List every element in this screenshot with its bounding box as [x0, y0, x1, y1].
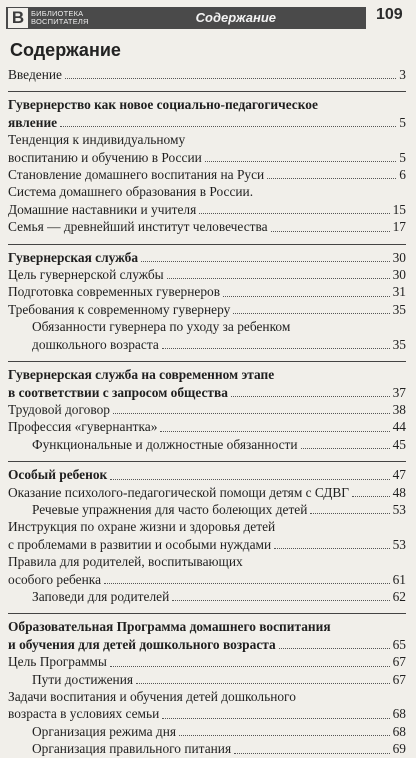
logo-line-1: БИБЛИОТЕКА — [31, 9, 84, 18]
toc-page-number: 5 — [399, 149, 406, 165]
toc-entry-text: Подготовка современных гувернеров — [8, 284, 221, 300]
toc-entry-text: Становление домашнего воспитания на Руси — [8, 167, 265, 183]
dot-leader — [162, 717, 389, 719]
series-logo — [6, 7, 89, 29]
toc-page-number: 65 — [392, 636, 406, 652]
toc-page-number: 35 — [392, 336, 406, 352]
dot-leader — [279, 647, 390, 649]
toc-entry-line — [32, 723, 406, 740]
toc-entry-line — [8, 301, 406, 318]
section-divider — [8, 461, 406, 462]
toc-entry-line — [8, 653, 406, 670]
dot-leader — [179, 734, 390, 736]
toc-entry-text: особого ребенка — [8, 571, 102, 587]
logo-line-2: ВОСПИТАТЕЛЯ — [31, 17, 89, 26]
toc-entry-text: в соответствии с запросом общества — [8, 384, 228, 400]
toc-entry-text: возраста в условиях семьи — [8, 706, 160, 722]
toc-entry-text: Инструкция по охране жизни и здоровья детей — [8, 519, 276, 535]
dot-leader — [274, 547, 389, 549]
toc-entry[interactable] — [8, 671, 406, 688]
toc-page-number: 61 — [392, 571, 406, 587]
toc-page-number: 68 — [392, 723, 406, 739]
toc-entry[interactable] — [8, 588, 406, 605]
logo-text — [31, 10, 89, 26]
toc-entry-text: Организация правильного питания — [32, 741, 232, 757]
dot-leader — [172, 599, 389, 601]
toc-entry-line — [8, 536, 406, 553]
toc-entry-text: Гувернерская служба — [8, 249, 139, 265]
toc-entry-line — [8, 266, 406, 283]
toc-section-heading[interactable] — [8, 618, 406, 653]
toc-section-heading[interactable] — [8, 466, 406, 483]
dot-leader — [162, 347, 390, 349]
section-divider — [8, 244, 406, 245]
toc-entry-text: с проблемами в развитии и особыми нуждами — [8, 536, 272, 552]
toc-page-number: 62 — [392, 588, 406, 604]
toc-page-number: 35 — [392, 301, 406, 317]
toc-entry-text: Речевые упражнения для часто болеющих детей — [32, 501, 308, 517]
running-title: Содержание — [195, 10, 276, 25]
dot-leader — [60, 125, 396, 127]
toc-entry[interactable] — [8, 484, 406, 501]
toc-entry-text: Задачи воспитания и обучения детей дошкольного — [8, 689, 296, 704]
dot-leader — [104, 582, 390, 584]
toc-entry-line — [8, 249, 406, 266]
toc-entry-text: и обучения для детей дошкольного возраста — [8, 636, 276, 652]
toc-entry[interactable] — [8, 740, 406, 757]
toc-entry-line — [32, 671, 406, 688]
dot-leader — [167, 277, 390, 279]
dot-leader — [110, 478, 389, 480]
toc-entry-text: Трудовой договор — [8, 401, 110, 417]
dot-leader — [234, 752, 389, 754]
toc-entry-line — [32, 501, 406, 518]
toc-entry[interactable] — [8, 653, 406, 670]
toc-page-number: 53 — [392, 536, 406, 552]
dot-leader — [233, 312, 389, 314]
toc-page-number: 53 — [392, 501, 406, 517]
dot-leader — [267, 177, 396, 179]
table-of-contents — [8, 66, 406, 758]
section-divider — [8, 91, 406, 92]
toc-entry-text: Функциональные и должностные обязанности — [32, 436, 298, 452]
section-divider — [8, 361, 406, 362]
section-gap — [8, 605, 406, 609]
toc-entry[interactable] — [8, 418, 406, 435]
toc-entry[interactable] — [8, 553, 406, 588]
toc-entry-text: Домашние наставники и учителя — [8, 201, 197, 217]
toc-entry[interactable] — [8, 301, 406, 318]
toc-entry[interactable] — [8, 436, 406, 453]
toc-entry[interactable] — [8, 266, 406, 283]
toc-entry-line — [32, 588, 406, 605]
toc-page-number: 38 — [392, 401, 406, 417]
toc-entry-text: Профессия «гувернантка» — [8, 419, 158, 435]
dot-leader — [65, 77, 396, 79]
dot-leader — [160, 430, 389, 432]
toc-entry-line — [32, 336, 406, 353]
toc-entry-text: Цель Программы — [8, 654, 107, 670]
toc-entry-text: Пути достижения — [32, 671, 134, 687]
toc-page-number: 48 — [392, 484, 406, 500]
toc-entry-line — [8, 401, 406, 418]
toc-entry-text: Система домашнего образования в России. — [8, 184, 254, 200]
toc-entry-text: Цель гувернерской службы — [8, 267, 164, 283]
toc-page-number: 6 — [399, 167, 406, 183]
dot-leader — [223, 295, 390, 297]
toc-entry-line — [8, 484, 406, 501]
toc-page-number: 45 — [392, 436, 406, 452]
toc-page-number: 3 — [399, 67, 406, 82]
toc-section-heading[interactable] — [8, 366, 406, 401]
toc-page-number: 30 — [392, 249, 406, 265]
section-gap — [8, 83, 406, 87]
toc-entry[interactable] — [8, 183, 406, 218]
toc-entry-text: явление — [8, 114, 58, 130]
toc-entry-text: Правила для родителей, воспитывающих — [8, 554, 243, 570]
dot-leader — [231, 395, 390, 397]
toc-entry[interactable] — [8, 66, 406, 83]
toc-page-number: 67 — [392, 671, 406, 687]
section-gap — [8, 453, 406, 457]
dot-leader — [136, 682, 390, 684]
toc-entry[interactable] — [8, 131, 406, 166]
dot-leader — [310, 512, 389, 514]
toc-entry-text: воспитанию и обучению в России — [8, 149, 202, 165]
toc-entry-text: Особый ребенок — [8, 467, 108, 483]
dot-leader — [113, 412, 390, 414]
toc-entry-line — [8, 466, 406, 483]
toc-entry[interactable] — [8, 723, 406, 740]
toc-page-number: 68 — [392, 706, 406, 722]
toc-entry[interactable] — [8, 688, 406, 723]
toc-entry-line — [8, 283, 406, 300]
page-number: 109 — [376, 6, 403, 23]
toc-entry-line — [8, 201, 406, 218]
toc-entry-text: Введение — [8, 67, 62, 82]
toc-page-number: 67 — [392, 654, 406, 670]
toc-page-number: 31 — [392, 284, 406, 300]
toc-page-number: 69 — [392, 741, 406, 757]
toc-entry-line — [8, 114, 406, 131]
toc-entry-text: Тенденция к индивидуальному — [8, 132, 186, 148]
dot-leader — [301, 447, 390, 449]
toc-entry[interactable] — [8, 166, 406, 183]
toc-entry[interactable] — [8, 283, 406, 300]
toc-section-heading[interactable] — [8, 249, 406, 266]
toc-entry-line — [8, 571, 406, 588]
dot-leader — [141, 260, 390, 262]
toc-entry[interactable] — [8, 218, 406, 235]
toc-entry-text: Оказание психолого-педагогической помощи детям с СДВГ — [8, 484, 350, 500]
toc-entry-text: Обязанности гувернера по уходу за ребенком — [32, 319, 291, 335]
toc-page-number: 5 — [399, 114, 406, 130]
toc-entry-text: Организация режима дня — [32, 723, 177, 739]
toc-entry-line — [8, 149, 406, 166]
toc-page-number: 15 — [392, 201, 406, 217]
toc-entry[interactable] — [8, 501, 406, 518]
section-gap — [8, 236, 406, 240]
toc-entry-line — [8, 705, 406, 722]
toc-page-number: 44 — [392, 419, 406, 435]
toc-section-heading[interactable] — [8, 96, 406, 131]
toc-entry-text: Заповеди для родителей — [32, 588, 170, 604]
toc-entry-text: Требования к современному гувернеру — [8, 301, 231, 317]
dot-leader — [352, 495, 390, 497]
toc-entry-line — [8, 384, 406, 401]
toc-entry-line — [8, 418, 406, 435]
section-gap — [8, 353, 406, 357]
toc-entry-text: Гувернерство как новое социально-педагогическое — [8, 97, 318, 113]
toc-title: Содержание — [10, 40, 121, 60]
dot-leader — [110, 665, 390, 667]
toc-page-number: 47 — [392, 467, 406, 483]
section-divider — [8, 613, 406, 614]
page-header — [6, 7, 366, 29]
toc-entry-line — [8, 166, 406, 183]
toc-page-number: 17 — [392, 219, 406, 235]
toc-page-number: 30 — [392, 267, 406, 283]
toc-entry-text: Гувернерская служба на современном этапе — [8, 367, 275, 383]
logo-letter: В — [8, 8, 28, 28]
dot-leader — [271, 230, 390, 232]
toc-entry-line — [8, 218, 406, 235]
toc-entry[interactable] — [8, 318, 406, 353]
toc-entry-text: дошкольного возраста — [32, 336, 159, 352]
dot-leader — [199, 212, 389, 214]
toc-entry-text: Семья — древнейший институт человечества — [8, 219, 268, 235]
toc-entry-text: Образовательная Программа домашнего воспитания — [8, 619, 331, 635]
dot-leader — [205, 160, 397, 162]
toc-entry-line — [32, 436, 406, 453]
toc-page-number: 37 — [392, 384, 406, 400]
toc-entry-line — [32, 740, 406, 757]
toc-entry[interactable] — [8, 518, 406, 553]
toc-entry-line — [8, 66, 406, 83]
toc-entry[interactable] — [8, 401, 406, 418]
toc-entry-line — [8, 636, 406, 653]
